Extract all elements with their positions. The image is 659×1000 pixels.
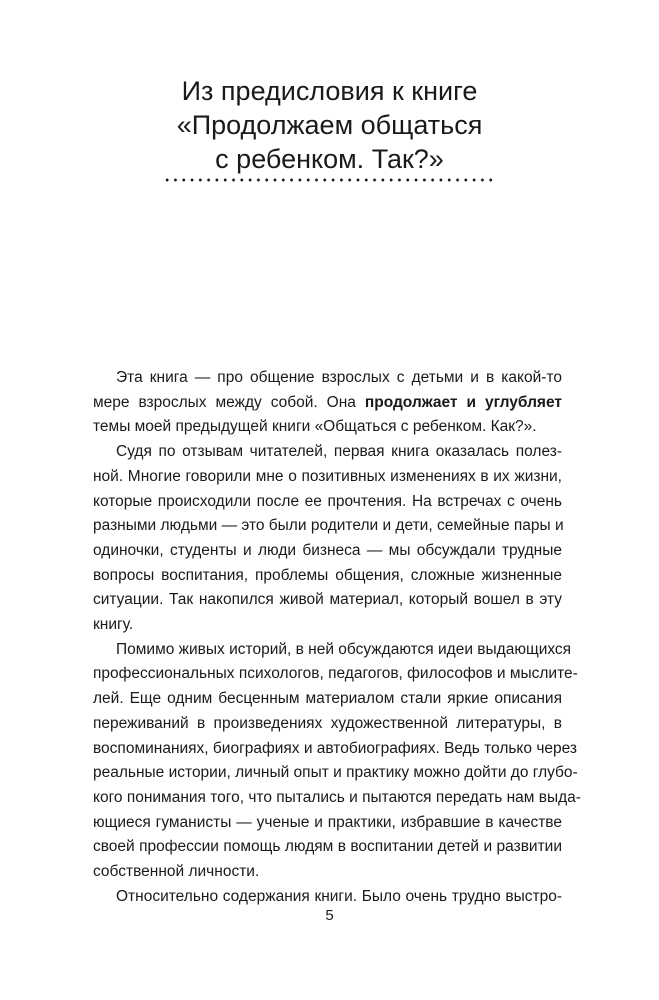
text-line: ситуации. Так накопился живой материал, который вошел в эту (93, 591, 562, 609)
chapter-title-line: «Продолжаем общаться (176, 110, 483, 140)
text-line: своей профессии помощь людям в воспитании детей и развитии (93, 838, 562, 856)
text-line: одиночки, студенты и люди бизнеса — мы обсуждали трудные (93, 541, 562, 559)
text-line: кого понимания того, что пытались и пытаются передать нам выда- (93, 788, 581, 806)
text-line: ющиеся гуманисты — ученые и практики, избравшие в качестве (93, 813, 562, 831)
text-line: ной. Многие говорили мне о позитивных изменениях в их жизни, (93, 467, 562, 485)
text-line: лей. Еще одним бесценным материалом стали яркие описания (93, 690, 562, 708)
chapter-title (0, 74, 659, 176)
text-line: реальные истории, личный опыт и практику можно дойти до глубо- (93, 764, 578, 782)
text-line: которые происходили после ее прочтения. На встречах с очень (93, 492, 562, 510)
body-text (93, 366, 581, 909)
text-line: Помимо живых историй, в ней обсуждаются идеи выдающихся (116, 640, 572, 658)
text-line: собственной личности. (93, 863, 260, 881)
text-span: мере взрослых между собой. Она (93, 393, 365, 411)
chapter-title-line: с ребенком. Так?» (215, 144, 444, 174)
text-line: разными людьми — это были родители и дети, семейные пары и (93, 517, 564, 535)
text-line: книгу. (93, 616, 134, 634)
dotted-divider (163, 177, 495, 183)
chapter-title-line: Из предисловия к книге (181, 76, 478, 106)
bold-emphasis: продолжает и углубляет (364, 393, 562, 411)
text-line: темы моей предыдущей книги «Общаться с ребенком. Как?». (93, 418, 537, 436)
text-line: профессиональных психологов, педагогов, философов и мыслите- (93, 665, 578, 683)
text-line: Эта книга — про общение взрослых с детьми и в какой-то (116, 369, 562, 386)
page-number: 5 (325, 907, 334, 924)
text-line (93, 391, 562, 416)
text-line: вопросы воспитания, проблемы общения, сложные жизненные (93, 566, 562, 584)
text-line: переживаний в произведениях художественной литературы, в (93, 714, 562, 732)
text-line: Относительно содержания книги. Было очень трудно выстро- (116, 887, 562, 905)
text-line: воспоминаниях, биографиях и автобиографиях. Ведь только через (93, 739, 578, 757)
text-line: Судя по отзывам читателей, первая книга оказалась полез- (116, 443, 562, 461)
